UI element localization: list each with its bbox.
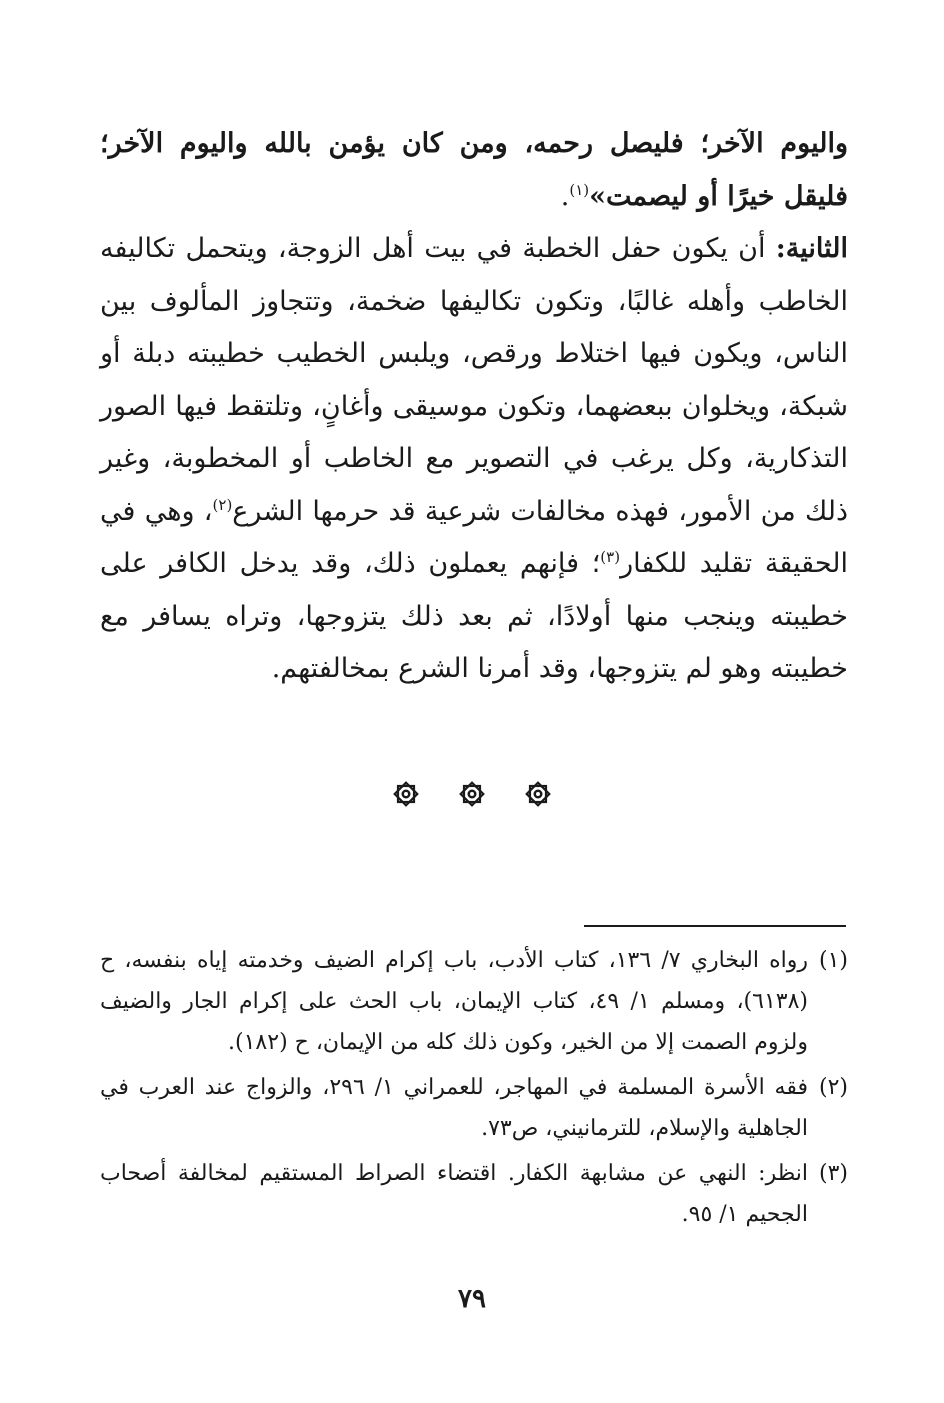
footnote-text: فقه الأسرة المسلمة في المهاجر، للعمراني ١/ ٢٩٦، والزواج عند العرب في الجاهلية والإسلام، للترمانيني، ص٧٣.: [100, 1075, 808, 1141]
footnote-separator: [584, 925, 846, 927]
second-point-paragraph: [100, 223, 848, 696]
footnote-ref-3[interactable]: (٣): [600, 548, 621, 566]
section-divider-ornaments: [0, 780, 944, 808]
footnotes: [100, 940, 848, 1239]
second-point-text-3: ؛ فإنهم يعملون ذلك، وقد يدخل الكافر على خطيبته وينجب منها أولادًا، ثم بعد ذلك يتزوجها، وتراه يسافر مع خطيبته وهو لم يتزوجها، وقد أمرنا الشرع بمخالفتهم.: [100, 548, 848, 684]
second-point-text-2: ، وهي في الحقيقة تقليد للكفار: [100, 495, 848, 579]
footnote-ref-2[interactable]: (٢): [212, 495, 233, 514]
ornament-star-icon: [392, 780, 420, 808]
hadith-quote: واليوم الآخر؛ فليصل رحمه، ومن كان يؤمن بالله واليوم الآخر؛ فليقل خيرًا أو ليصمت»: [100, 128, 848, 212]
footnote-text: رواه البخاري ٧/ ١٣٦، كتاب الأدب، باب إكرام الضيف وخدمته إياه بنفسه، ح (٦١٣٨)، ومسلم ١/ ٤٩، كتاب الإيمان، باب الحث على إكرام الجار والضيف ولزوم الصمت إلا من الخير، وكون ذلك كله من الإيمان، ح (١٨٢).: [100, 948, 809, 1055]
footnote-ref-1[interactable]: (١): [569, 180, 590, 199]
ornament-star-icon: [524, 780, 552, 808]
footnote-3: [100, 1153, 848, 1235]
footnote-number: (٢): [818, 1075, 848, 1100]
footnote-2: [100, 1067, 848, 1149]
footnote-number: (٣): [818, 1161, 848, 1186]
footnote-1: [100, 940, 848, 1063]
ornament-star-icon: [458, 780, 486, 808]
hadith-quote-paragraph: [100, 118, 848, 223]
second-point-label: الثانية:: [775, 233, 848, 264]
quote-end-mark: .: [560, 180, 570, 212]
footnote-text: انظر: النهي عن مشابهة الكفار. اقتضاء الصراط المستقيم لمخالفة أصحاب الجحيم ١/ ٩٥.: [100, 1161, 808, 1227]
footnote-number: (١): [819, 948, 849, 973]
main-text: [100, 118, 848, 696]
page-number: ٧٩: [458, 1284, 486, 1314]
second-point-text-1: أن يكون حفل الخطبة في بيت أهل الزوجة، ويتحمل تكاليفه الخاطب وأهله غالبًا، وتكون تكاليفها ضخمة، وتتجاوز المألوف بين الناس، ويكون فيها اختلاط ورقص، ويلبس الخطيب خطيبته دبلة أو شبكة، ويخلوان ببعضهما، وتكون موسيقى وأغانٍ، وتلتقط فيها الصور التذكارية، وكل يرغب في التصوير مع الخاطب أو المخطوبة، وغير ذلك من الأمور، فهذه مخالفات شرعية قد حرمها الشرع: [100, 233, 848, 527]
